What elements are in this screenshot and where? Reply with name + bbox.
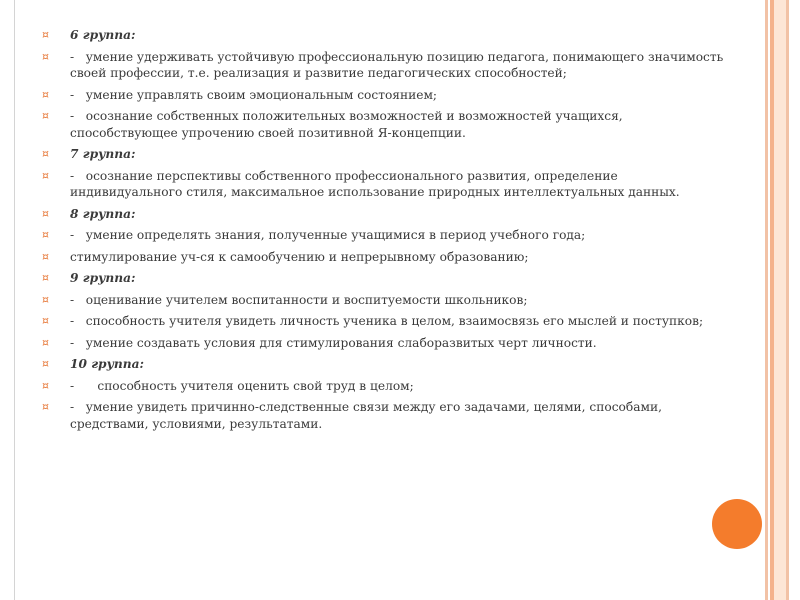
item-text: - умение увидеть причинно-следственные связи между его задачами, целями, способами, средствами, условиями, результатами.: [70, 400, 666, 431]
list-item: [42, 227, 732, 244]
list-item: [42, 335, 732, 352]
item-text: - осознание перспективы собственного профессионального развития, определение индивидуального стиля, максимальное использование природных интеллектуальных данных.: [70, 168, 680, 199]
bullet-icon: ¤: [42, 314, 49, 327]
accent-circle: [712, 499, 762, 549]
bullet-icon: ¤: [42, 292, 49, 306]
left-border: [0, 0, 15, 600]
heading-text: 6 группа:: [70, 28, 136, 42]
list-item: [42, 108, 732, 141]
bullet-icon: ¤: [42, 206, 49, 220]
item-text: - способность учителя оценить свой труд в целом;: [70, 378, 414, 393]
bullet-icon: ¤: [42, 357, 49, 370]
group-heading: [42, 356, 732, 373]
stripe: [774, 0, 786, 600]
list-item: [42, 87, 732, 104]
bullet-icon: ¤: [42, 249, 49, 263]
heading-text: 8 группа:: [70, 206, 136, 221]
bullet-icon: ¤: [42, 87, 49, 101]
list-item: [42, 49, 732, 82]
slide-body: [42, 27, 732, 437]
bullet-icon: ¤: [42, 400, 49, 413]
item-text: - умение определять знания, полученные учащимися в период учебного года;: [70, 228, 586, 242]
bullet-icon: ¤: [42, 109, 49, 122]
group-heading: [42, 270, 732, 287]
bullet-icon: ¤: [42, 335, 49, 349]
list-item: [42, 168, 732, 201]
right-decorative-stripes: [765, 0, 800, 600]
group-heading: [42, 146, 732, 163]
bullet-icon: ¤: [42, 271, 49, 284]
group-heading: [42, 206, 732, 223]
item-text: - умение управлять своим эмоциональным состоянием;: [70, 87, 438, 102]
bullet-icon: ¤: [42, 228, 49, 241]
heading-text: 10 группа:: [70, 357, 144, 371]
item-text: - способность учителя увидеть личность ученика в целом, взаимосвязь его мыслей и поступков;: [70, 314, 704, 328]
item-text: - оценивание учителем воспитанности и воспитуемости школьников;: [70, 292, 528, 307]
bullet-icon: ¤: [42, 168, 49, 182]
item-text: - осознание собственных положительных возможностей и возможностей учащихся, способствующее упрочению своей позитивной Я-концепции.: [70, 109, 627, 140]
item-text: стимулирование уч-ся к самообучению и непрерывному образованию;: [70, 249, 529, 264]
list-item: [42, 292, 732, 309]
list-item: [42, 313, 732, 330]
heading-text: 9 группа:: [70, 271, 136, 285]
list-item: [42, 399, 732, 432]
item-text: - умение удерживать устойчивую профессиональную позицию педагога, понимающего значимость своей профессии, т.е. реализация и развитие педагогических способностей;: [70, 49, 728, 80]
bullet-icon: ¤: [42, 49, 49, 63]
group-heading: [42, 27, 732, 44]
heading-text: 7 группа:: [70, 147, 136, 161]
bullet-icon: ¤: [42, 28, 49, 41]
list-item: [42, 378, 732, 395]
stripe: [789, 0, 800, 600]
bullet-icon: ¤: [42, 147, 49, 160]
item-text: - умение создавать условия для стимулирования слаборазвитых черт личности.: [70, 335, 597, 350]
bullet-icon: ¤: [42, 378, 49, 392]
list-item: [42, 249, 732, 266]
